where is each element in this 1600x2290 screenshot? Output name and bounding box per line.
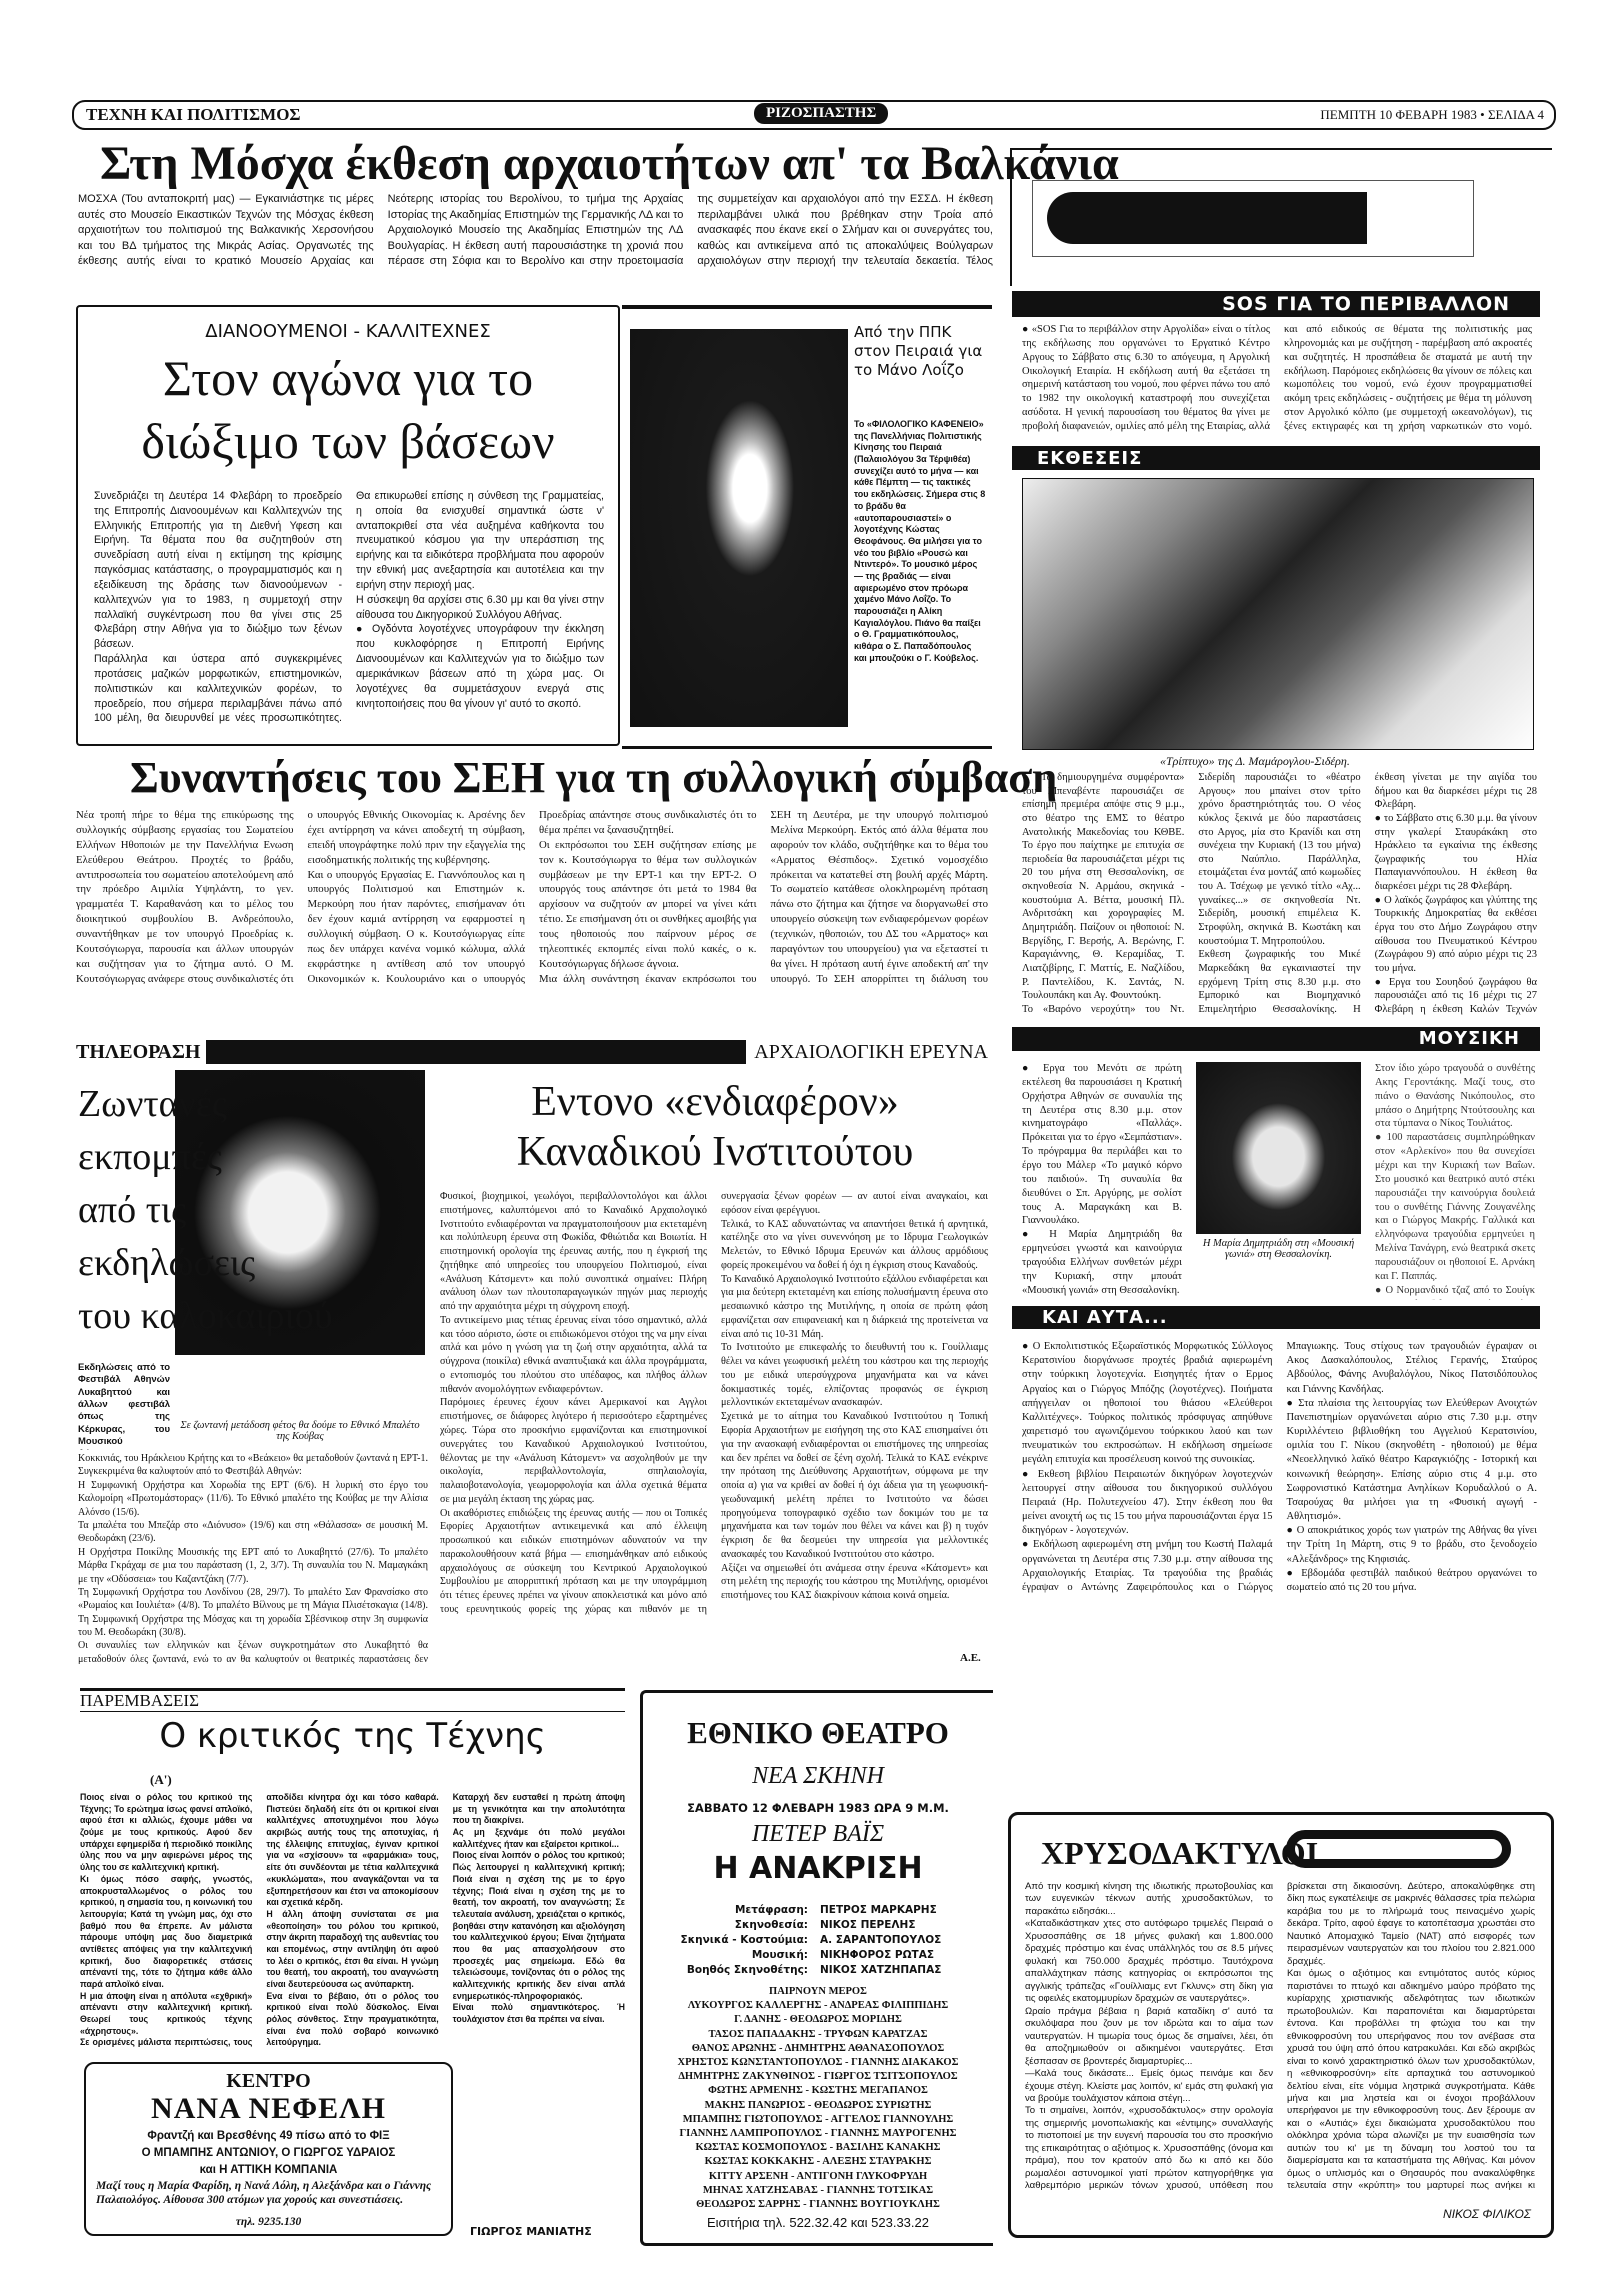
archaeology-section-label: ΑΡΧΑΙΟΛΟΓΙΚΗ ΕΡΕΥΝΑ — [746, 1040, 988, 1064]
ad-black-bar — [1047, 192, 1367, 244]
loizos-headline: Από την ΠΠΚ στον Πειραιά για το Μάνο Λοΐζο — [854, 323, 983, 379]
moscow-headline: Στη Μόσχα έκθεση αρχαιοτήτων απ' τα Βαλκάνια — [100, 137, 1119, 190]
misc-heading-bar — [1012, 1306, 1540, 1329]
tv-headline-line: του καλοκαιριού — [78, 1295, 333, 1337]
music-heading-bar — [1012, 1027, 1540, 1051]
theatre-stage: ΝΕΑ ΣΚΗΝΗ — [752, 1763, 884, 1789]
goldfingers-article: Από την κοσμική κίνηση της ιδιωτικής πρωτοβουλίας και των ευγενικών τέκνων αυτής χρυσοδακτύλων, το παρακάτω ειδησάκι... «Καταδικάστηκαν χτες στο αυτόφωρο τριμελές Πειραιά ο Χρυσοσπάθης σε 18 μήνες φυλακή και 1.800.000 δραχμές πρόστιμο και ένας υπάλληλός του σε 8.5 μήνες φυλακή και 750.000 δραχμές πρόστιμο. Ταυτόχρονα απαλλάχτηκαν πάσης κατηγορίας οι εκπρόσωποι της αγγλικής τράπεζας «Γουίλλιαμς εντ Γκλυνς» στη δίκη για τις οφειλές εκατομμυρίων δραχμών σε ναυτεργάτες». Ωραίο πράγμα βέβαια η βαριά καταδίκη σ' αυτό τα σκυλόψαρα που ζουν με τον ιδρώτα και το αίμα των ναυτεργατών. Η τιμωρία τους όμως δε σημαίνει, λέει, ότι θα αποζημιωθούν οι αδικημένοι ναυτεργάτες. Ετσι ξέσπασαν σε βροντερές διαμαρτυρίες... —Καλά τους δικάσατε... Εμείς όμως πεινάμε και δεν έχουμε στέγη. Κλείστε μας λοιπόν, κι' εμάς στη φυλακή για να βρούμε τουλάχιστον κάποια στέγη... Το τι σημαίνει, λοιπόν, «χρυσοδάκτυλος» στην ορολογία της σημερινής μονοπωλιακής και «έντιμης» συναλλαγής το πιστοποιεί με την ευγενή παρουσία του στο προσκήνιο της επικαιρότητας ο αξιότιμος κ. Χρυσοσπάθης (όνομα και πράμα), που τον κρατούν από δω κι από κει δύο ρωμαλέοι αστυνομικοί γιατί πρώτον κατηγορήθηκε για λαθρεμπόριο μερικών τόνων χρυσού, υπόθεση που βρίσκεται στη δικαιοσύνη. Δεύτερο, αποκαλύφθηκε στη δίκη πως εγκατέλειψε σε μακρινές θάλασσες τρία πελώρια καράβια του με το πλήρωμά τους πειναςμένο χωρίς δεκάρα. Τρίτο, αφού έφαγε το κατοπέτασμα χρωστάει στο Ναυτικό Απομαχικό Ταμείο (ΝΑΤ) από εισφορές των πειρασμένων ναυτεργατών και του πλοίου του 2.821.000 δραχμές. Και όμως ο αξιότιμος και εντιμότατος αυτός κύριος παριστάνει το πτωχό και αδικημένο μαύρο πρόβατο της κυρίαρχης χριστιανικής αδελφότητας των ιδιωτικών πρωτοβουλιών. Και παραπονιέται και διαμαρτύρεται έντονα. Και προβάλλει τη φτώχια του και την εθνικοφροσύνη του υπερήφανος που τον ανέβασε στα χρυσά του ύψη από όπου κατρακυλάει. Και εδώ ακριβώς είναι το κοινό χαρακτηριστικό όλων των χρυσοδακτύλων, η «εθνικοφροσύνη» είτε αρπαχτικά του αστυνομικού δελτίου είναι, είτε νόμιμα ληστρικά συγκροτήματα. Κάθε μήνα και μια ληστεία και οι ένοχοι προβάλλουν υπερήφανοι με την εθνικοφροσύνη τους. Δεν ξέρουμε αν και ο «Αυτιάς» έχει δικαιώματα χρυσοδακτύλου που ολόκληρα χρόνια τώρα αλωνίζει με την ευαισθησία των αυτιών του κι' με τη δύναμη του λοστού του τα διαμερίσματα και τα καταστήματα της Αθήνας. Και μόνον όμως ο υπλισμός και ο Θησαυρός που ανακαλύφθηκε τελευταία στην «κρύπτη» του μαρτυρεί πως ανήκει κι — [1025, 1881, 1535, 2192]
credit-role: Σκηνοθεσία: — [734, 1919, 808, 1931]
critic-signature: ΓΙΩΡΓΟΣ ΜΑΝΙΑΤΗΣ — [470, 2225, 592, 2238]
exhibitions-heading: ΕΚΘΕΣΕΙΣ — [1037, 448, 1143, 469]
critic-section-bar — [80, 1688, 625, 1712]
critic-headline: Ο κριτικός της Τέχνης — [159, 1716, 546, 1756]
ad-artists: Ο ΜΠΑΜΠΗΣ ΑΝΤΩΝΙΟΥ, Ο ΓΙΩΡΓΟΣ ΥΔΡΑΙΟΣ — [141, 2147, 396, 2159]
intellectuals-kicker: ΔΙΑΝΟΟΥΜΕΝΟΙ - ΚΑΛΛΙΤΕΧΝΕΣ — [205, 321, 491, 342]
cast-row: ΜΑΚΗΣ ΠΑΝΩΡΙΟΣ - ΘΕΟΔΩΡΟΣ ΣΥΡΙΩΤΗΣ — [704, 2099, 932, 2111]
tv-section-label: ΤΗΛΕΟΡΑΣΗ — [76, 1040, 206, 1064]
seh-article: Νέα τροπή πήρε το θέμα της επικύρωσης της συλλογικής σύμβασης εργασίας του Σωματείου Ελλήνων Ηθοποιών με την Πανελλήνια Ενωση Ελεύθερου Θεάτρου. Προχτές το βράδυ, αντιπροσωπεία του σωματείου αποτελούμενη από την πρόεδρο Αιμιλία Υψηλάντη, το γεν. γραμματέα Τ. Καραθανάση και το μέλος του διοικητικού συμβουλίου Β. Ανδρεόπουλο, συναντήθηκαν με τον υπουργό Προεδρίας κ. Κουτσόγιωργα, παρουσία και άλλων υπουργών και συζήτησαν για το ζήτημα αυτό. Ο Μ. Κουτσόγιωργας ανάφερε στους συνδικαλιστές ότι ο υπουργός Εθνικής Οικονομίας κ. Αρσένης δεν έχει αντίρρηση να κάνει αποδεχτή τη σύμβαση, επειδή υπογράφτηκε πολύ πριν την εξαγγελία της εισοδηματικής πολιτικής της κυβέρνησης. Και ο υπουργός Εργασίας Ε. Γιαννόπουλος και η υπουργός Πολιτισμού και Επιστημών κ. Μερκούρη που ήταν παρόντες, επισήμαναν ότι δεν έχουν καμιά αντίρρηση να εφαρμοστεί η συλλογική σύμβαση. Ο κ. Κουτσόγιωργας είπε πως δεν υπάρχει κανένα νομικό κώλυμα, αλλά εκφράστηκε η αντίθεση από τον υπουργό Οικονομικών κ. Κουλουριάνο και ο υπουργός Προεδρίας απάντησε στους συνδικαλιστές ότι το θέμα πρέπει να ξανασυζητηθεί. Οι εκπρόσωποι του ΣΕΗ συζήτησαν επίσης με τον κ. Κουτσόγιωργα το θέμα των συλλογικών συμβάσεων με την ΕΡΤ-1 και την ΕΡΤ-2. Ο υπουργός τους απάντησε ότι μετά το 1984 θα αρχίσουν να συζητούν αν μπορεί να γίνει κάτι τέτιο. Σε επισήμανση ότι οι συνθήκες αμοιβής για τους ηθοποιούς που παίρνουν μέρος σε τηλεοπτικές εκπομπές είναι πολύ κακές, ο κ. Κουτσόγιωργας δήλωσε άγνοια. Μια άλλη συνάντηση έκαναν εκπρόσωποι του ΣΕΗ τη Δευτέρα, με την υπουργό πολιτισμού Μελίνα Μερκούρη. Εκτός από άλλα θέματα που αφορούν τον κλάδο, συζητήθηκε και το θέμα του «Αρματος Θέσπιδος». Σχετικό νομοσχέδιο πρόκειται να κατατεθεί στη βουλή αρχές Μάρτη. Το σωματείο κατάθεσε ολοκληρωμένη πρόταση πάνω στο ζήτημα και ζήτησε να διοργανωθεί στο υπουργείο σύσκεψη των ενδιαφερόμενων φορέων (τεχνικών, ηθοποιών, του ΔΣ του «Αρματος» και παραγόντων του υπουργείου) για να εξεταστεί τι θα γίνει. Η πρόταση αυτή έγινε αποδεκτή απ' την υπουργό. Το ΣΕΗ απορρίπτει τη διάλυση του — [76, 809, 988, 985]
music-photo-caption: Η Μαρία Δημητριάδη στη «Μουσική γωνιά» στη Θεσσαλονίκη. — [1202, 1238, 1355, 1260]
credit-role: Μουσική: — [751, 1949, 808, 1961]
archaeology-article: Φυσικοί, βιοχημικοί, γεωλόγοι, περιβαλλοντολόγοι και άλλοι επιστήμονες, καλυπτόμενοι από το Καναδικό Αρχαιολογικό Ινστιτούτο ενδιαφέρονται να πραγματοποιήσουν μια εκτεταμένη και πολύπλευρη έρευνα στη Φωκίδα, Φθιώτιδα και Βοιωτία. Η επιστημονική ορολογία της έρευνας αυτής, που η έγκρισή της ζητήθηκε από υπηρεσίες του υπουργείου Πολιτισμού, είναι «Ανάλυση Κάτσμεντ» και πολύ συνοπτικά σημαίνει: Πλήρη ανάλυση όλων των πλουτοπαραγωγικών πηγών μιας περιοχής από την αρχαιότητα μέχρι τη σύγχρονη εποχή. Το αντικείμενο μιας τέτιας έρευνας είναι τόσο σημαντικό, αλλά και τόσο αόριστο, ώστε οι επιδιωκόμενοι στόχοι της να μην είναι απλά και μόνο η γνώση για τη ζωή στην αρχαιότητα, αλλά τα σύγχρονα (ποικίλα) εθνικά αναπτυξιακά και άλλα προγράμματα, ο εντοπισμός του πλούτου στο υπέδαφος, και πλήθος άλλων πιθανόν ανομολόγητων ενδιαφερόντων. Παρόμοιες έρευνες έχουν κάνει Αμερικανοί και Αγγλοι επιστήμονες, σε διάφορες λιγότερο ή περισσότερο εξαρτημένες χώρες. Τώρα στο προσκήνιο εμφανίζονται και επιστημονικοί συνεργάτες του Καναδικού Αρχαιολογικού Ινστιτούτου, θέλοντας με την «Ανάλυση Κάτσμεντ» να ασχοληθούν με την οικολογία, περιβαλλοντολογία, σπηλαιολογία, παλαιοβοτανολογία, γεωμορφολογία και άλλα σχετικά θέματα σε μια μεγάλη έκταση της χώρας μας. Οι ακαθόριστες επιδιώξεις της έρευνας αυτής — που οι Τοπικές Εφορίες Αρχαιοτήτων αντικειμενικά και από έλλειψη προσωπικού και ειδικών επιστημόνων αδυνατούν να την παρακολουθήσουν κατά βήμα — επισημάνθηκαν από ειδικούς αρχαιολόγους σε σύσκεψη του Κεντρικού Αρχαιολογικού Συμβουλίου με απορριπτική πρόταση και με την υπογράμμιση ότι τέτιες έρευνες πρέπει να γίνουν αποκλειστικά και μόνο από τους ερευνητικούς φορείς της χώρας και πιθανόν με τη συνεργασία ξένων φορέων — αν αυτοί είναι αναγκαίοι, και εφόσον είναι φερέγγυοι. Τελικά, το ΚΑΣ αδυνατώντας να απαντήσει θετικά ή αρνητικά, κατέληξε στο να γίνει συνεννόηση με το Ιδρυμα Γεωλογικών Μελετών, το Εθνικό Ιδρυμα Ερευνών και άλλους αρμόδιους φορείς προκειμένου να δοθεί ή όχι η έγκριση στους Καναδούς. Το Καναδικό Αρχαιολογικό Ινστιτούτο εξάλλου ενδιαφέρεται και για μια δεύτερη εκτεταμένη και επίσης πολυσήμαντη έρευνα στο μεσαιωνικό κάστρο της Μυτιλήνης, η οποία σε πρώτη φάση εμφανίζεται σαν επιφανειακή και η διάρκειά της προτείνεται να είναι από τις 10-31 Μάη. Το Ινστιτούτο με επικεφαλής το διευθυντή του κ. Γουίλλιαμς θέλει να κάνει γεωφυσική μελέτη του κάστρου και της περιοχής του με ειδικά υπερσύγχρονα μηχανήματα και να κάνει δοκιμαστικές τομές, ελπίζοντας προφανώς σε έγκριση μελλοντικών εκτεταμένων ανασκαφών. Σχετικά με το αίτημα του Καναδικού Ινστιτούτου η Τοπική Εφορία Αρχαιοτήτων με εισήγηση της στο ΚΑΣ επισημαίνει ότι για την ανασκαφή ενδιαφέρονται οι επιστήμονες της υπηρεσίας και δεν πρέπει να δοθεί σε ξένη σχολή. Τελικά το ΚΑΣ ενέκρινε την πρόταση της Διεύθυνσης Αρχαιοτήτων, σύμφωνα με την οποία α) για να κριθεί αν δοθεί ή όχι άδεια για τη γεωφυσική-γεωδυναμική μελέτη πρέπει το Ινστιτούτο να δώσει προηγούμενα τοπογραφικό σχέδιο των δοκιμών του με τα μηχανήματα και των τομών που θέλει να κάνει και β) η τυχόν έγκριση δε θα δεσμεύει την υπηρεσία για μελλοντικές ανασκαφές του Καναδικού Ινστιτούτου στο κάστρο. Αξίζει να σημειωθεί ότι ανάμεσα στην έρευνα «Κάτσμεντ» και στη μελέτη της περιοχής του κάστρου της Μυτιλήνης, ορισμένοι επιστήμονες του ΚΑΣ διακρίνουν κάποια κοινά σημεία. — [440, 1191, 988, 1615]
date-page: ΠΕΜΠΤΗ 10 ΦΕΒΑΡΗ 1983 • ΣΕΛΙΔΑ 4 — [1320, 107, 1544, 122]
goldfingers-signature: ΝΙΚΟΣ ΦΙΛΙΚΟΣ — [1443, 2207, 1531, 2221]
ad-kentro: ΚΕΝΤΡΟ — [226, 2070, 311, 2092]
archaeology-signature: Α.Ε. — [960, 1652, 981, 1664]
cast-row: ΚΙΤΤΥ ΑΡΣΕΝΗ - ΑΝΤΙΓΟΝΗ ΓΛΥΚΟΦΡΥΔΗ — [708, 2170, 928, 2182]
maria-dimitriadi-photo — [1196, 1062, 1361, 1234]
credit-name: ΝΙΚΟΣ ΧΑΤΖΗΠΑΠΑΣ — [820, 1964, 942, 1976]
moscow-article: ΜΟΣΧΑ (Του ανταποκριτή μας) — Εγκαινιάστηκε τις μέρες αυτές στο Μουσείο Εικαστικών Τεχνών της Μόσχας έκθεση αρχαιοτήτων του πολιτισμού της Βαλκανικής Χερσονήσου και του ΒΔ τμήματος της Μικράς Ασίας. Οργανωτές της έκθεσης αυτής είναι το κρατικό Μουσείο Αρχαίας και Νεότερης ιστορίας του Βερολίνου, το τμήμα της Αρχαίας Ιστορίας της Ακαδημίας Επιστημών της Γερμανικής ΛΔ και το Αρχαιολογικό Μουσείο της Ακαδημίας Επιστημών της ΛΔ Βουλγαρίας. Η έκθεση αυτή παρουσιάστηκε τη χρονιά που πέρασε στη Σόφια και το Βερολίνο και στην προετοιμασία της συμμετείχαν και αρχαιολόγοι από την ΕΣΣΔ. Η έκθεση περιλαμβάνει υλικά που βρέθηκαν στην Τροία από ανασκαφές που έκανε εκεί ο Σλήμαν και οι συνεργάτες του, καθώς και αντικείμενα από τις αποκαλύψεις Βούλγαρων αρχαιολόγων στην περιοχή την τελευταία δεκαετία. Τέλος — [78, 193, 993, 268]
nana-nefeli-ad — [84, 2062, 453, 2236]
goldfingers-decoration-bar — [1286, 1830, 1511, 1868]
goldfingers-headline: ΧΡΥΣΟΔΑΚΤΥΛΟΙ — [1041, 1835, 1319, 1871]
credit-row — [643, 1963, 993, 1978]
loizos-article: Το «ΦΙΛΟΛΟΓΙΚΟ ΚΑΦΕΝΕΙΟ» της Πανελλήνιας Πολιτιστικής Κίνησης του Πειραιά (Παλαιολόγου 3α Τέρψιθέα) συνεχίζει αυτό το μήνα — και κάθε Πέμπτη — τις τακτικές του εκδηλώσεις. Σήμερα στις 8 το βράδυ θα «αυτοπαρουσιαστεί» ο λογοτέχνης Κώστας Θεοφάνους. Θα μιλήσει για το νέο του βιβλίο «Ρουσώ και Ντιντερό». Το μουσικό μέρος — της βραδιάς — είναι αφιερωμένο στον πρόωρα χαμένο Μάνο Λοΐζο. Το παρουσιάζει η Αλίκη Καγιαλόγλου. Πιάνο θα παίξει ο Θ. Γραμματικόπουλος, κιθάρα ο Σ. Παπαδόπουλος και μπουζούκι ο Γ. Κούβελος. — [854, 419, 986, 663]
credit-role: Μετάφραση: — [734, 1904, 808, 1916]
ballet-caption: Σε ζωντανή μετάδοση φέτος θα δούμε το Εθνικό Μπαλέτο της Κούβας — [180, 1420, 420, 1442]
tv-headline-line: εκδηλώσεις — [78, 1242, 256, 1284]
tv-headline-line: Ζωντανές — [78, 1083, 227, 1125]
credit-role: Βοηθός Σκηνοθέτης: — [686, 1964, 808, 1976]
environment-heading-bar — [1012, 291, 1540, 317]
triptych-photo — [1022, 478, 1534, 750]
cast-list — [643, 1985, 993, 2212]
tv-intro: Εκδηλώσεις από το Φεστιβάλ Αθηνών Λυκαβηττού και άλλων φεστιβάλ όπως της Κέρκυρας, του Μουσικού — [78, 1362, 170, 1448]
cast-row: Γ. ΔΑΝΗΣ - ΘΕΟΔΩΡΟΣ ΜΟΡΙΔΗΣ — [734, 2014, 902, 2026]
cast-row: ΤΑΣΟΣ ΠΑΠΑΔΑΚΗΣ - ΤΡΥΦΩΝ ΚΑΡΑΤΖΑΣ — [708, 2028, 928, 2040]
cast-row: ΜΠΑΜΠΗΣ ΓΙΩΤΟΠΟΥΛΟΣ - ΑΓΓΕΛΟΣ ΓΙΑΝΝΟΥΛΗΣ — [682, 2113, 954, 2125]
ad-box — [1010, 148, 1552, 286]
credit-name: ΝΙΚΟΣ ΠΕΡΕΛΗΣ — [820, 1919, 916, 1931]
credit-row — [643, 1903, 993, 1918]
intellectuals-headline-1: Στον αγώνα για το — [162, 350, 534, 406]
cast-row: ΘΑΝΟΣ ΑΡΩΝΗΣ - ΔΗΜΗΤΡΗΣ ΑΘΑΝΑΣΟΠΟΥΛΟΣ — [691, 2042, 945, 2054]
section-title: ΤΕΧΝΗ ΚΑΙ ΠΟΛΙΤΙΣΜΟΣ — [86, 105, 301, 124]
credit-row — [643, 1948, 993, 1963]
cast-row: ΚΩΣΤΑΣ ΚΟΚΚΑΚΗΣ - ΑΛΕΞΗΣ ΣΤΑΥΡΑΚΗΣ — [704, 2156, 932, 2168]
music-article-col1: ● Εργα του Μενότι σε πρώτη εκτέλεση θα παρουσιάσει η Κρατική Ορχήστρα Αθηνών σε συναυλία της τη Δευτέρα στις 8.30 μ.μ. στον κινηματογράφο «Παλλάς». Πρόκειται για το έργο «Σεμπάστιαν». Το πρόγραμμα θα περιλάβει και το έργο του Μάλερ «Το μαγικό κόρνο του παιδιού». Τη συναυλία θα διευθύνει ο Σπ. Αργύρης, με σολίστ τους Α. Μαραγκάκη και Β. Γιαννουλάκο. ● Η Μαρία Δημητριάδη θα ερμηνεύσει γνωστά και καινούργια τραγούδια Ελλήνων συνθετών μέχρι την Κυριακή, στην μπουάτ «Μουσική γωνιά» στη Θεσσαλονίκη. — [1022, 1063, 1182, 1296]
triptych-caption: «Τρίπτυχο» της Δ. Μαμάρογλου-Σιδέρη. — [1160, 754, 1350, 768]
tv-headline-line: εκπομπές — [78, 1136, 222, 1178]
intellectuals-box — [76, 305, 620, 746]
credit-row — [643, 1933, 993, 1948]
archaeology-headline-1: Εντονο «ενδιαφέρον» — [531, 1079, 899, 1125]
intellectuals-headline-2: διώξιμο των βάσεων — [141, 413, 555, 469]
credit-name: ΝΙΚΗΦΟΡΟΣ ΡΩΤΑΣ — [820, 1949, 935, 1961]
tv-article: Κοκκινιάς, του Ηράκλειου Κρήτης και το «Βεάκειο» θα μεταδοθούν ζωντανά η ΕΡΤ-1. Συγκεκριμένα θα καλυφτούν από το Φεστιβάλ Αθηνών: Η Συμφωνική Ορχήστρα και Χορωδία της ΕΡΤ (6/6). Η λυρική στο έργο του Καλομοίρη «Πρωτομάστορας» (11/6). Το Εθνικό μπαλέτο της Κούβας με την Αλίσια Αλόνσο (15/6). Τα μπαλέτα του Μπεζάρ στο «Διόνυσο» (19/6) και στη «Θάλασσα» σε μουσική Μ. Θεοδωράκη (23/6). Η Ορχήστρα Ποικίλης Μουσικής της ΕΡΤ από το Λυκαβηττό (27/6). Το μπαλέτο Μάρθα Γκράχαμ σε μια του παράσταση (1, 2, 3/7). Τη συναυλία του Ν. Μαμαγκάκη με την «Οδύσσεια» του Καζαντζάκη (7/7). Τη Συμφωνική Ορχήστρα του Λονδίνου (28, 29/7). Το μπαλέτο Σαν Φρανσίσκο στο «Ρωμαίος και Ιουλιέτα» (4/8). Το μπαλέτο Βίλνους με τη Μάγια Πλισέτσκαγια (14/8). Τη Συμφωνική Ορχήστρα της Μόσχας και τη χορωδία Σβέσνικοφ στην 3η συμφωνία του Μ. Θεοδωράκη (30/8). Οι συναυλίες των ελληνικών και ξένων συγκροτημάτων στο Λυκαβηττό θα μεταδοθούν όλες ζωντανά, ενώ το αν θα καλυφτούν οι θεατρικές παραστάσεις δεν — [78, 1453, 428, 1664]
environment-heading: SOS ΓΙΑ ΤΟ ΠΕΡΙΒΑΛΛΟΝ — [1222, 293, 1510, 315]
ad-company: και Η ΑΤΤΙΚΗ ΚΟΜΠΑΝΙΑ — [199, 2164, 338, 2176]
archaeology-headline-2: Καναδικού Ινστιτούτου — [516, 1129, 914, 1175]
exhibitions-article: ● «Τα δημιουργημένα συμφέροντα» του Μπεναβέντε παρουσιάζει σε επίσημη πρεμιέρα απόψε στις 9 μ.μ., στο θέατρο της ΕΜΣ το θέατρο Ανατολικής Μακεδονίας του ΚΘΒΕ. Το έργο που παίχτηκε με επιτυχία σε περιοδεία θα παρουσιάζεται μέχρι τις 20 του μήνα στη Θεσσαλονίκη, σε σκηνοθεσία Ν. Αρμάου, σκηνικά - κουστούμια Α. Βέττα, μουσική Πλ. Ανδριτσάκη και χορογραφίες Μ. Δημητριάδη. Παίζουν οι ηθοποιοί: Ν. Βεργίδης, Γ. Βερσής, Α. Βερώνης, Γ. Καραγιάννης, Θ. Κεραμίδας, Τ. Λιατζιβίρης, Γ. Ματτίς, Ε. Ναζλίδου, Ρ. Παντελίδου, Κ. Σαντάς, Ν. Τουλουπάκη και Αγ. Φουντούκη. Το «Βαρόνο νεροχύτη» του Ντ. Σιδερίδη παρουσιάζει το «θέατρο Αργους» που μπαίνει στον τρίτο χρόνο δραστηριότητάς του. Ο νέος κύκλος ξεκινά με δύο παραστάσεις στο Αργος, μία στο Κρανίδι και στη συνέχεια την Κυριακή (13 του μήνα) στο Ναύπλιο. Παράλληλα, ετοιμάζεται ένα μοντάζ από κωμωδίες του Α. Τσέχωφ με γενικό τίτλο «Αχ... γυναίκες...» σε σκηνοθεσία Ντ. Σιδερίδη, μουσική επιμέλεια Κ. Στροφύλη, σκηνικά Β. Κωστάκη και κουστούμια Τ. Μητροπούλου. Εκθεση ζωγραφικής του Μικέ Μαρκεδάκη θα εγκαινιαστεί την ερχόμενη Τρίτη στις 8.30 μ.μ. στο Εμπορικό και Βιομηχανικό Επιμελητήριο Θεσσαλονίκης. Η έκθεση γίνεται με την αιγίδα του δήμου και θα διαρκέσει μέχρι τις 28 Φλεβάρη. ● το Σάββατο στις 6.30 μ.μ. θα γίνουν στην γκαλερί Σταυράκάκη στο Ηράκλειο τα εγκαίνια της έκθεσης ζωγραφικής του Ηλία Παπαγιαννόπουλου. Η έκθεση θα διαρκέσει μέχρι τις 28 Φλεβάρη. ● Ο λαϊκός ζωγράφος και γλύπτης της Τουρκικής Δημοκρατίας θα εκθέσει έργα του στο Δήμο Ζωγράφου στην αίθουσα του Πνευματικού Κέντρου (Ζωγράφου 9) από αύριο μέχρι τις 23 του μήνα. ● Εργα του Σουηδού ζωγράφου θα παρουσιάζει από τις 16 μέχρι τις 27 Φλεβάρη η έκθεση Καλών Τεχνών — [1022, 772, 1537, 1015]
tv-headline — [78, 1078, 438, 1343]
theatre-author: ΠΕΤΕΡ ΒΑΪΣ — [751, 1821, 885, 1847]
loizos-box — [622, 305, 992, 749]
cast-row: ΛΥΚΟΥΡΓΟΣ ΚΑΛΛΕΡΓΗΣ - ΑΝΔΡΕΑΣ ΦΙΛΙΠΠΙΔΗΣ — [687, 2000, 949, 2012]
credit-name: Α. ΣΑΡΑΝΤΟΠΟΥΛΟΣ — [820, 1934, 942, 1946]
music-article-col3: Στον ίδιο χώρο τραγουδά ο συνθέτης Ακης Γεροντάκης. Μαζί τους, στο πιάνο ο Θανάσης Νικόπουλος, στο μπάσο ο Δημήτρης Ντούτσουλης και στα τύμπανα ο Νίκος Τουλιάτος. ● 100 παραστάσεις συμπληρώθηκαν στον «Αρλεκίνο» που θα συνεχίσει μέχρι και την Κυριακή των Βαΐων. Στο μουσικό και θεατρικό αυτό στέκι παρουσιάζει την καινούργια δουλειά του ο συνθέτης Γιάννης Ζουγανέλης και ο Γιώργος Μακρής. Γαλλικά και ελληνόφωνα τραγούδια ερμηνεύει η Μελίνα Τανάγρη, ενώ θεατρικά σκετς παρουσιάζουν οι ηθοποιοί Ε. Αρνάκη και Γ. Παππάς. ● Ο Νορμανδικό τζαζ από το Σουίγκ — [1375, 1063, 1535, 1296]
cast-row: ΘΕΟΔΩΡΟΣ ΣΑΡΡΗΣ - ΓΙΑΝΝΗΣ ΒΟΥΓΙΟΥΚΛΗΣ — [696, 2199, 940, 2211]
cast-row: ΧΡΗΣΤΟΣ ΚΩΝΣΤΑΝΤΟΠΟΥΛΟΣ - ΓΙΑΝΝΗΣ ΔΙΑΚΑΚΟΣ — [677, 2057, 959, 2069]
misc-article: ● Ο Εκπολιτιστικός Εξωραϊστικός Μορφωτικός Σύλλογος Κερατσινίου διοργάνωσε προχτές βραδιά αφιερωμένη στην τούρκικη λογοτεχνία. Εισηγητές ήταν ο Ερμος Αργαίος και ο Γιώργος Μπόζης (λογοτέχνες). Ποιήματα απήγγειλαν οι ηθοποιοί του θιάσου «Ελεύθεροι Καλλιτέχνες». Τούρκος πολιτικός πρόσφυγας απηύθυνε χαιρετισμό του αγωνιζόμενου τούρκικου λαού και των πνευματικών του εκπροσώπων. Η εκδήλωση σημείωσε μεγάλη επιτυχία και προσέλευση κοινού της συνοικίας. ● Εκθεση βιβλίου Πειραιωτών δικηγόρων λογοτεχνών λειτουργεί στην αίθουσα του δικηγορικού συλλόγου Πειραιά (Ηρ. Πολυτεχνείου 47). Στην έκθεση που θα μείνει ανοιχτή ως τις 15 του μήνα παρουσιάζονται έργα 15 δικηγόρων - λογοτεχνών. ● Εκδήλωση αφιερωμένη στη μνήμη του Κωστή Παλαμά οργανώνεται τη Δευτέρα στις 7.30 μ.μ. στην αίθουσα της Αρχαιολογικής Εταιρίας. Τα τραγούδια της βραδιάς έγραψαν ο Αντώνης Ζαφειρόπουλος και ο Γιώργος Μπαγιωκης. Τους στίχους των τραγουδιών έγραψαν οι Ακος Δασκαλόπουλος, Στέλιος Γερανής, Σταύρος Αβδούλος, Φάνης Ανυβαλόγλου, Νίκος Πατσιδόπουλος και Γιάννης Κανδήλας. ● Στα πλαίσια της λειτουργίας των Ελεύθερων Ανοιχτών Πανεπιστημίων οργανώνεται αύριο στις 7.30 μ.μ. στην Κυριλλέντειο βιβλιοθήκη του Αγγελιού Κερατσινίου, ομιλία του Γ. Νίκου (σκηνοθέτη - ηθοποιού) με θέμα «Νεοελληνικό λαϊκό θέατρο Καραγκιόζης - Ιστορική και κοινωνική θεώρηση». Επίσης αύριο στις 4 μ.μ. στο Σωφρονιστικό Κατάστημα Ανηλίκων Κορυδαλλού ο Α. Τσαρούχας θα μιλήσει για τη «Φυσική αγωγή - Αθλητισμό». ● Ο αποκριάτικος χορός των γιατρών της Αθήνας θα γίνει την Τρίτη 1η Μάρτη, στις 9 το βράδυ, στο ξενοδοχείο «Αλεξάνδρος» της Κηφισιάς. ● Εβδομάδα φεστιβάλ παιδικού θεάτρου οργανώνει το σωματείο από τις 20 του μήνα. — [1022, 1341, 1537, 1593]
ad-details: Μαζί τους η Μαρία Φαρίδη, η Νανά Λόλη, η Αλεξάνδρα και ο Γιάννης Παλαιολόγος. Αίθουσα 300 ατόμων για χορούς και συνεστιάσεις. — [96, 2180, 432, 2206]
tv-headline-line: από τις — [78, 1189, 187, 1231]
theatre-play: Η ΑΝΑΚΡΙΣΗ — [713, 1851, 923, 1886]
goldfingers-box — [1008, 1812, 1554, 2238]
critic-part: (Α') — [150, 1772, 172, 1787]
critic-article: Ποιος είναι ο ρόλος του κριτικού της Τέχνης; Το ερώτημα ίσως φανεί απλοϊκό, αφού έτσι κι αλλιώς, έχουμε μάθει να ζούμε με τους κριτικούς. Αφού δεν υπάρχει εφημερίδα ή περιοδικό ποικίλης ύλης που να μην αφιερώνει μέρος της ύλης του σε καλλιτεχνική κριτική. Κι όμως πόσο σαφής, γνωστός, αποκρυσταλλωμένος ο ρόλος του κριτικού, η σημασία του, η κοινωνική του λειτουργία; Κατά τη γνώμη μας, όχι στο βαθμό που θα έπρεπε. Αν μάλιστα πάρουμε υπόψη μας δυο διαμετρικά αντίθετες απόψεις για την καλλιτεχνική κριτική, δυο διαφορετικές στάσεις απέναντί της, τότε το ζήτημα κάθε άλλο παρά απλοϊκό είναι. Η μια άποψη είναι η απόλυτα «εχθρική» απέναντι στην καλλιτεχνική κριτική. Θεωρεί τους κριτικούς τέχνης «άχρηστους». Σε ορισμένες μάλιστα περιπτώσεις, τους αποδίδει κίνητρα όχι και τόσο καθαρά. Πιστεύει δηλαδή είτε ότι οι κριτικοί είναι καλλιτέχνες αποτυχημένοι που λόγω ακριβώς αυτής τους της αποτυχίας, ή της έλλειψης επιτυχίας, έγιναν κριτικοί για να «σχίσουν» τα «φαρμάκια» τους, είτε ότι συνδέονται με τέτια καλλιτεχνικά «κυκλώματα», που αναγκάζονται να τα εξυπηρετήσουν και έτσι να αποκομίσουν και σχετικά κέρδη. Η άλλη άποψη συνίσταται σε μια «θεοποίηση» του ρόλου του κριτικού, στην άκριτη παραδοχή της αυθεντίας του και επομένως, στην αντίληψη ότι αφού το λέει ο κριτικός, έτσι θα είναι. Η γνώμη του θεατή, του ακροατή, του αναγνώστη είναι δευτερεύουσα ως ανύπαρκτη. Ενα είναι το βέβαιο, ότι ο ρόλος του κριτικού είναι πολύ δύσκολος. Είναι ρόλος σύνθετος. Στην πραγματικότητα, είναι ένα πολύ σοβαρό κοινωνικό λειτούργημα. Καταρχή δεν ευσταθεί η πρώτη άποψη με τη γενικότητα και την απολυτότητα που τη διακρίνει. Ας μη ξεχνάμε ότι πολύ μεγάλοι καλλιτέχνες ήταν και εξαίρετοι κριτικοί... Ποιος είναι λοιπόν ο ρόλος του κριτικού; Πώς λειτουργεί η καλλιτεχνική κριτική; Ποιά είναι η σχέση της με το έργο τέχνης; Ποιά είναι η σχέση της με το θεατή, τον ακροατή, τον αναγνώστη; Σε τελευταία ανάλυση, χρειάζεται ο κριτικός, βοηθάει στην κατανόηση και αξιολόγηση του καλλιτεχνικού έργου; Είναι ζητήματα που θα μας απασχολήσουν στο προσεχές μας σημείωμα. Εδώ θα τελειώσουμε, τονίζοντας ότι ο ρόλος της καλλιτεχνικής κριτικής δεν είναι απλά ενημερωτικός-πληροφοριακός. Είναι πολύ σημαντικότερος. Ή τουλάχιστον έτσι θα πρέπει να είναι. — [80, 1792, 625, 2048]
loizos-guitar-photo — [630, 329, 848, 727]
theatre-credits — [643, 1903, 993, 1978]
cast-row: ΔΗΜΗΤΡΗΣ ΖΑΚΥΝΘΙΝΟΣ - ΓΙΩΡΓΟΣ ΤΣΙΤΣΟΠΟΥΛΟΣ — [678, 2071, 958, 2083]
credit-name: ΠΕΤΡΟΣ ΜΑΡΚΑΡΗΣ — [820, 1904, 937, 1916]
cast-row: ΜΗΝΑΣ ΧΑΤΖΗΣΑΒΑΣ - ΓΙΑΝΝΗΣ ΤΟΤΣΙΚΑΣ — [702, 2184, 934, 2196]
misc-heading: ΚΑΙ ΑΥΤΑ... — [1042, 1307, 1168, 1328]
credit-row — [643, 1918, 993, 1933]
national-theatre-ad — [640, 1690, 993, 2246]
critic-section-label: ΠΑΡΕΜΒΑΣΕΙΣ — [80, 1691, 199, 1710]
tv-archaeology-bar — [76, 1040, 988, 1064]
theatre-tickets: Εισιτήρια τηλ. 522.32.42 και 523.33.22 — [707, 2215, 929, 2230]
cast-heading: ΠΑΙΡΝΟΥΝ ΜΕΡΟΣ — [769, 1986, 867, 1997]
cast-row: ΚΩΣΤΑΣ ΚΟΣΜΟΠΟΥΛΟΣ - ΒΑΣΙΛΗΣ ΚΑΝΑΚΗΣ — [695, 2142, 941, 2154]
ad-address: Φραντζή και Βρεσθένης 49 πίσω από το ΦΙΞ — [147, 2130, 390, 2142]
ad-venue-name: ΝΑΝΑ ΝΕΦΕΛΗ — [151, 2092, 386, 2125]
theatre-date: ΣΑΒΒΑΤΟ 12 ΦΛΕΒΑΡΗ 1983 ΩΡΑ 9 Μ.Μ. — [687, 1801, 949, 1815]
exhibitions-heading-bar — [1012, 446, 1540, 470]
cast-row: ΓΙΑΝΝΗΣ ΛΑΜΠΡΟΠΟΥΛΟΣ - ΓΙΑΝΝΗΣ ΜΑΥΡΟΓΕΝΗΣ — [679, 2128, 957, 2140]
ad-phone: τηλ. 9235.130 — [235, 2216, 302, 2228]
cast-row: ΦΩΤΗΣ ΑΡΜΕΝΗΣ - ΚΩΣΤΗΣ ΜΕΓΑΠΑΝΟΣ — [708, 2085, 928, 2097]
page-header — [72, 100, 1556, 130]
music-heading: ΜΟΥΣΙΚΗ — [1418, 1028, 1520, 1049]
intellectuals-article: Συνεδριάζει τη Δευτέρα 14 Φλεβάρη το προεδρείο της Επιτροπής Διανοουμένων και Καλλιτεχνών της Ελληνικής Επιτροπής για τη Διεθνή Υφεση και Ειρήνη. Τα θέματα που θα συζητηθούν στη συνεδρίαση αυτή είναι η εκτίμηση της κρίσιμης παγκόσμιας κατάστασης, ο προγραμματισμός και η εξειδίκευση της δράσης των διανοούμενων - καλλιτεχνών για το 1983, η συμμετοχή στην παλλαϊκή συγκέντρωση που θα γίνει στις 25 Φλεβάρη στην Αθήνα για το διώξιμο των ξένων βάσεων. Παράλληλα και ύστερα από συγκεκριμένες προτάσεις μαζικών μορφωτικών, επιστημονικών, πολιτιστικών και καλλιτεχνικών φορέων, το προεδρείο, που σήμερα περιλαμβάνει πάνω από 100 μέλη, θα διευρυνθεί με νέες προσωπικότητες. Θα επικυρωθεί επίσης η σύνθεση της Γραμματείας, η οποία θα ενισχυθεί σημαντικά ώστε ν' ανταποκριθεί στα νέα αυξημένα καθήκοντα του πνευματικού κόσμου για την υπεράσπιση της ειρήνης και τα ειδικότερα προβλήματα που αφορούν την εθνική μας ανεξαρτησία και αυτοτέλεια και την ειρήνη στην περιοχή μας. Η σύσκεψη θα αρχίσει στις 6.30 μμ και θα γίνει στην αίθουσα του Δικηγορικού Συλλόγου Αθήνας. ● Ογδόντα λογοτέχνες υπογράφουν την έκκληση που κυκλοφόρησε η Επιτροπή Ειρήνης Διανοουμένων και Καλλιτεχνών για το διώξιμο των αμερικάνικων βάσεων από τη χώρα μας. Οι λογοτέχνες θα συμμετάσχουν ενεργά στις κινητοποιήσεις που θα γίνουν γι' αυτό το σκοπό. — [94, 490, 604, 725]
newspaper-logo: ΡΙΖΟΣΠΑΣΤΗΣ — [754, 103, 888, 124]
environment-article: ● «SOS Για το περιβάλλον στην Αργολίδα» είναι ο τίτλος της εκδήλωσης που οργανώνει το Εργατικό Κέντρο Αργους το Σάββατο στις 6.30 το απόγευμα, η Αργολική Οικολογική Εταιρία. Η εκδήλωση αυτή θα εξετάσει τη σημερινή κατάσταση του νομού, που φέρνει πάνω του από το 1982 την οικολογική καταστροφή που συνεχίζεται ασύδοτα. Η γενική παρουσίαση του θέματος θα γίνει με προβολή διαφανειών, ομιλίες από μέλη της Εταιρίας, αλλά και από ειδικούς σε θέματα της πολιτιστικής μας κληρονομιάς και με συζήτηση - παρέμβαση από ακροατές και συζητητές. Η προσπάθεια δε σταματά με αυτή την εκδήλωση. Παρόμοιες εκδηλώσεις θα γίνουν σε πόλεις και κωμοπόλεις του νομού, ενώ έχουν προγραμματισθεί ακόμη τρεις εκδηλώσεις - συζητήσεις με θέμα τη μόλυνση στον Αργολικό κόλπο (με συμμετοχή ωκεανολόγων), τις ξένες εκτιγραφές και τη χρήση ναρκωτικών στο νομό. — [1022, 324, 1532, 433]
credit-role: Σκηνικά - Κοστούμια: — [680, 1934, 808, 1946]
theatre-title: ΕΘΝΙΚΟ ΘΕΑΤΡΟ — [687, 1715, 949, 1750]
seh-headline: Συναντήσεις του ΣΕΗ για τη συλλογική σύμβαση — [130, 753, 1058, 802]
